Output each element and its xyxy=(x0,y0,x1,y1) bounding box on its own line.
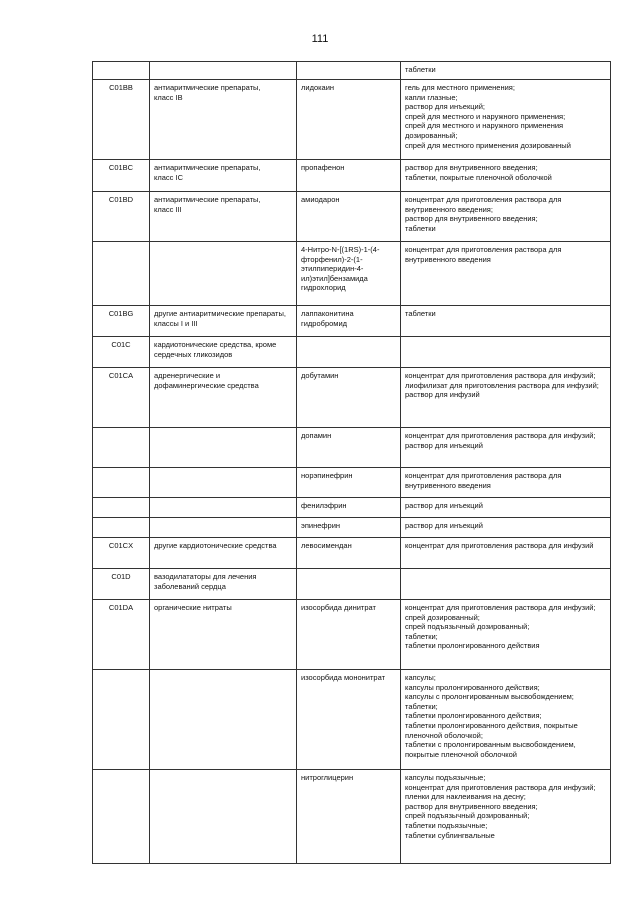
dosage-forms-cell: раствор для инъекций xyxy=(401,518,611,538)
active-substance-cell: фенилэфрин xyxy=(297,498,401,518)
dosage-forms-cell: концентрат для приготовления раствора для внутривенного введения; раствор для внутривенного введения; таблетки xyxy=(401,192,611,242)
dosage-forms-cell: гель для местного применения; капли глазные; раствор для инъекций; спрей для местного и наружного применения; спрей для местного и наружного применения дозированный; спрей для местного применения дозированный xyxy=(401,80,611,160)
dosage-forms-cell: концентрат для приготовления раствора для инфузий; раствор для инъекций xyxy=(401,428,611,468)
active-substance-cell: нитроглицерин xyxy=(297,770,401,864)
pharmacological-group-cell xyxy=(150,242,297,306)
table-row xyxy=(93,538,611,569)
active-substance-cell xyxy=(297,569,401,600)
atc-code-cell: C01BD xyxy=(93,192,150,242)
drug-classification-table xyxy=(92,61,611,864)
dosage-forms-cell: раствор для инъекций xyxy=(401,498,611,518)
table-body xyxy=(93,62,611,864)
pharmacological-group-cell: антиаритмические препараты, класс IC xyxy=(150,160,297,192)
table-row xyxy=(93,306,611,337)
active-substance-cell: левосимендан xyxy=(297,538,401,569)
page-number: 111 xyxy=(311,33,329,45)
pharmacological-group-cell xyxy=(150,428,297,468)
table-row xyxy=(93,80,611,160)
table-row xyxy=(93,670,611,770)
dosage-forms-cell: концентрат для приготовления раствора для инфузий; спрей дозированный; спрей подъязычный дозированный; таблетки; таблетки пролонгированного действия xyxy=(401,600,611,670)
active-substance-cell: 4-Нитро-N-[(1RS)-1-(4-фторфенил)-2-(1-этилпиперидин-4-ил)этил]бензамида гидрохлорид xyxy=(297,242,401,306)
dosage-forms-cell: концентрат для приготовления раствора для инфузий; лиофилизат для приготовления раствора для инфузий; раствор для инфузий xyxy=(401,368,611,428)
table-row xyxy=(93,242,611,306)
pharmacological-group-cell xyxy=(150,62,297,80)
atc-code-cell xyxy=(93,498,150,518)
dosage-forms-cell: капсулы подъязычные; концентрат для приготовления раствора для инфузий; пленки для наклеивания на десну; раствор для внутривенного введения; спрей подъязычный дозированный; таблетки подъязычные; таблетки сублингвальные xyxy=(401,770,611,864)
active-substance-cell: пропафенон xyxy=(297,160,401,192)
table-row xyxy=(93,468,611,498)
atc-code-cell xyxy=(93,468,150,498)
atc-code-cell: C01CX xyxy=(93,538,150,569)
dosage-forms-cell: капсулы; капсулы пролонгированного действия; капсулы с пролонгированным высвобождением; таблетки; таблетки пролонгированного действия; таблетки пролонгированного действия, покрытые пленочной оболочкой; таблетки с пролонгированным высвобождением, покрытые пленочной оболочкой xyxy=(401,670,611,770)
dosage-forms-cell: таблетки xyxy=(401,306,611,337)
atc-code-cell xyxy=(93,242,150,306)
table-row xyxy=(93,160,611,192)
table-row xyxy=(93,368,611,428)
table-row xyxy=(93,600,611,670)
pharmacological-group-cell xyxy=(150,770,297,864)
table-row xyxy=(93,569,611,600)
atc-code-cell: C01CA xyxy=(93,368,150,428)
atc-code-cell: C01C xyxy=(93,337,150,368)
active-substance-cell: изосорбида динитрат xyxy=(297,600,401,670)
active-substance-cell: изосорбида мононитрат xyxy=(297,670,401,770)
atc-code-cell: C01DA xyxy=(93,600,150,670)
atc-code-cell xyxy=(93,670,150,770)
pharmacological-group-cell: адренергические и дофаминергические средства xyxy=(150,368,297,428)
table-row xyxy=(93,192,611,242)
table-row xyxy=(93,518,611,538)
pharmacological-group-cell: вазодилататоры для лечения заболеваний сердца xyxy=(150,569,297,600)
dosage-forms-cell: раствор для внутривенного введения; таблетки, покрытые пленочной оболочкой xyxy=(401,160,611,192)
atc-code-cell: C01BC xyxy=(93,160,150,192)
pharmacological-group-cell: кардиотонические средства, кроме сердечных гликозидов xyxy=(150,337,297,368)
atc-code-cell xyxy=(93,62,150,80)
active-substance-cell: амиодарон xyxy=(297,192,401,242)
atc-code-cell: C01D xyxy=(93,569,150,600)
table-row xyxy=(93,498,611,518)
active-substance-cell: допамин xyxy=(297,428,401,468)
atc-code-cell: C01BG xyxy=(93,306,150,337)
table-row xyxy=(93,62,611,80)
pharmacological-group-cell: антиаритмические препараты, класс III xyxy=(150,192,297,242)
atc-code-cell xyxy=(93,428,150,468)
pharmacological-group-cell xyxy=(150,518,297,538)
active-substance-cell: норэпинефрин xyxy=(297,468,401,498)
atc-code-cell: C01BB xyxy=(93,80,150,160)
pharmacological-group-cell: органические нитраты xyxy=(150,600,297,670)
table-row xyxy=(93,428,611,468)
pharmacological-group-cell xyxy=(150,670,297,770)
pharmacological-group-cell: другие кардиотонические средства xyxy=(150,538,297,569)
pharmacological-group-cell: другие антиаритмические препараты, классы I и III xyxy=(150,306,297,337)
dosage-forms-cell xyxy=(401,337,611,368)
dosage-forms-cell: таблетки xyxy=(401,62,611,80)
atc-code-cell xyxy=(93,770,150,864)
dosage-forms-cell: концентрат для приготовления раствора для инфузий xyxy=(401,538,611,569)
active-substance-cell xyxy=(297,337,401,368)
dosage-forms-cell: концентрат для приготовления раствора для внутривенного введения xyxy=(401,242,611,306)
table-row xyxy=(93,337,611,368)
active-substance-cell: добутамин xyxy=(297,368,401,428)
dosage-forms-cell: концентрат для приготовления раствора для внутривенного введения xyxy=(401,468,611,498)
pharmacological-group-cell xyxy=(150,468,297,498)
active-substance-cell xyxy=(297,62,401,80)
atc-code-cell xyxy=(93,518,150,538)
pharmacological-group-cell xyxy=(150,498,297,518)
pharmacological-group-cell: антиаритмические препараты, класс IB xyxy=(150,80,297,160)
dosage-forms-cell xyxy=(401,569,611,600)
active-substance-cell: лидокаин xyxy=(297,80,401,160)
active-substance-cell: лаппаконитина гидробромид xyxy=(297,306,401,337)
table-row xyxy=(93,770,611,864)
active-substance-cell: эпинефрин xyxy=(297,518,401,538)
